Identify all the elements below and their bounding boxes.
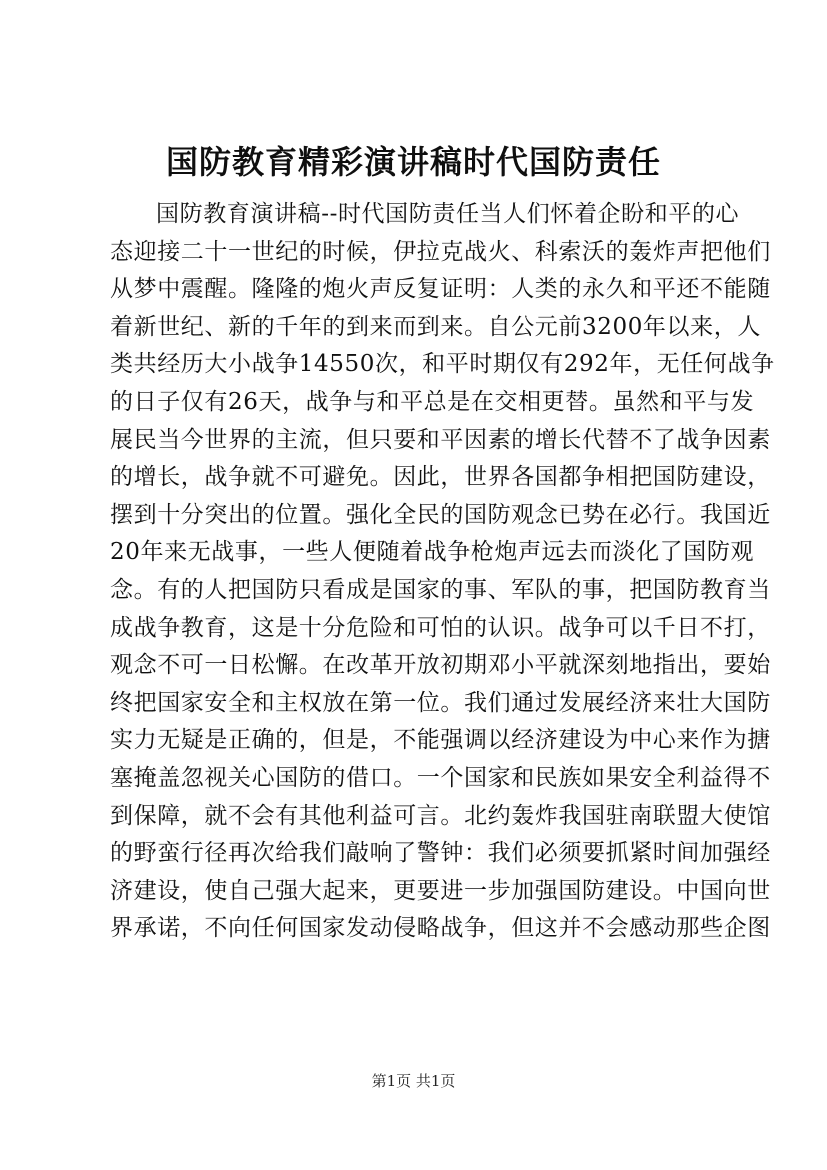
body-line: 展民当今世界的主流，但只要和平因素的增长代替不了战争因素 — [110, 426, 771, 453]
body-line: 到保障，就不会有其他利益可言。北约轰炸我国驻南联盟大使馆 — [110, 802, 771, 829]
body-line: 国防教育演讲稿--时代国防责任当人们怀着企盼和平的心 — [156, 201, 740, 227]
body-line: 济建设，使自己强大起来，更要进一步加强国防建设。中国向世 — [110, 877, 771, 904]
body-line: 20年来无战事，一些人便随着战争枪炮声远去而淡化了国防观 — [110, 539, 755, 566]
body-line: 观念不可一日松懈。在改革开放初期邓小平就深刻地指出，要始 — [110, 652, 771, 679]
body-line: 终把国家安全和主权放在第一位。我们通过发展经济来壮大国防 — [110, 689, 771, 716]
body-line: 类共经历大小战争14550次，和平时期仅有292年，无任何战争 — [110, 351, 775, 378]
body-line: 成战争教育，这是十分危险和可怕的认识。战争可以千日不打， — [110, 614, 771, 641]
body-line: 着新世纪、新的千年的到来而到来。自公元前3200年以来，人 — [110, 313, 761, 340]
document-title: 国防教育精彩演讲稿时代国防责任 — [165, 143, 661, 181]
body-line: 摆到十分突出的位置。强化全民的国防观念已势在必行。我国近 — [110, 501, 771, 528]
body-line: 的增长，战争就不可避免。因此，世界各国都争相把国防建设， — [110, 464, 771, 491]
body-line: 态迎接二十一世纪的时候，伊拉克战火、科索沃的轰炸声把他们 — [110, 238, 771, 265]
page-footer: 第1页 共1页 — [371, 1072, 456, 1090]
body-line: 的野蛮行径再次给我们敲响了警钟：我们必须要抓紧时间加强经 — [110, 840, 771, 867]
body-line: 实力无疑是正确的，但是，不能强调以经济建设为中心来作为搪 — [110, 727, 771, 754]
body-line: 的日子仅有26天，战争与和平总是在交相更替。虽然和平与发 — [110, 388, 755, 415]
body-line: 塞掩盖忽视关心国防的借口。一个国家和民族如果安全利益得不 — [110, 764, 771, 791]
body-line: 念。有的人把国防只看成是国家的事、军队的事，把国防教育当 — [110, 576, 771, 603]
document-body — [110, 196, 775, 948]
body-line: 界承诺，不向任何国家发动侵略战争，但这并不会感动那些企图 — [110, 915, 771, 942]
body-line: 从梦中震醒。隆隆的炮火声反复证明：人类的永久和平还不能随 — [110, 276, 771, 303]
